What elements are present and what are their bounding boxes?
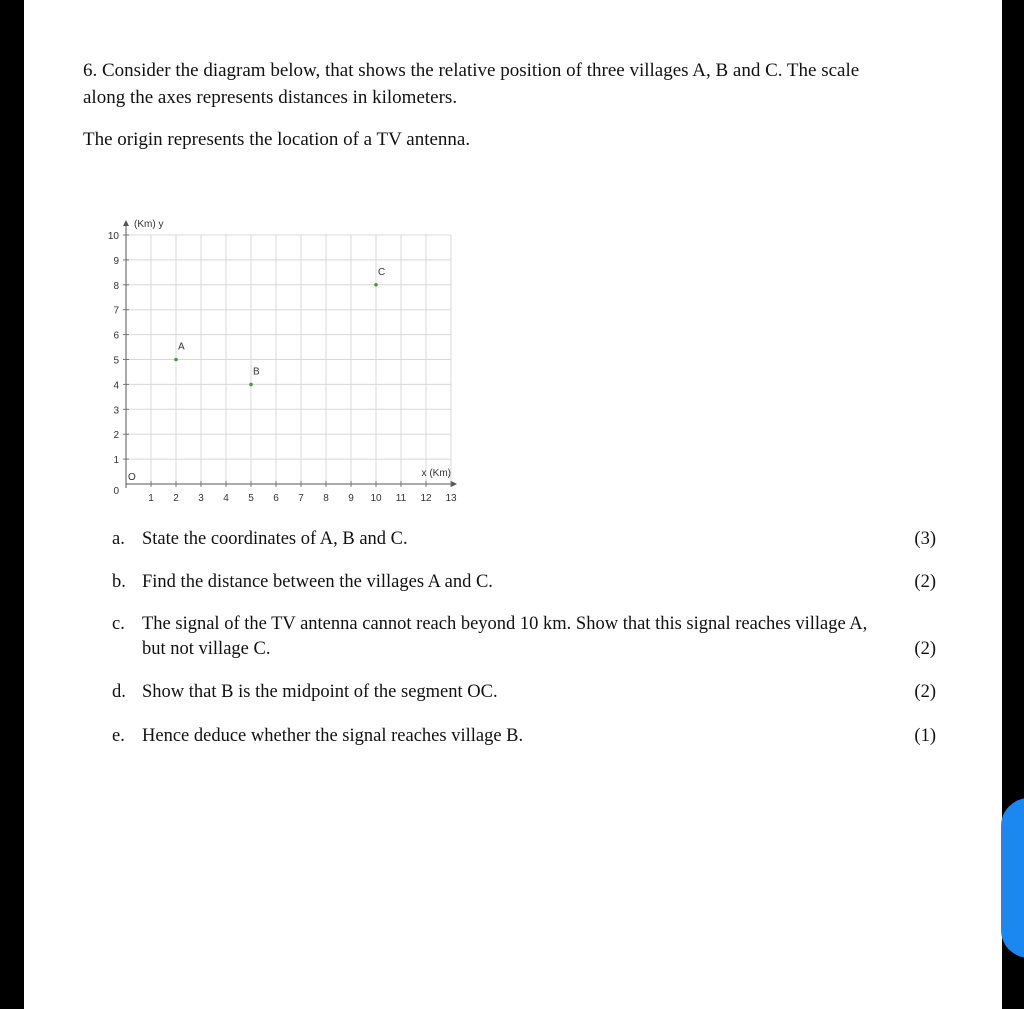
- question-text-line-3: The origin represents the location of a TV antenna.: [83, 129, 471, 150]
- y-tick-label: 6: [113, 330, 119, 342]
- item-a-text: State the coordinates of A, B and C.: [142, 529, 408, 549]
- y-tick-label: 5: [113, 355, 119, 367]
- y-axis-arrow: [123, 220, 129, 226]
- x-tick-label: 8: [323, 493, 329, 504]
- item-e-letter: e.: [112, 726, 125, 746]
- question-text-line-1: 6. Consider the diagram below, that shows the relative position of three villages A, B and C. The scale: [83, 60, 860, 81]
- x-axis-label: x (Km): [421, 468, 451, 479]
- y-tick-label: 1: [113, 455, 119, 467]
- x-tick-label: 7: [298, 493, 304, 504]
- village-a-point: [174, 358, 178, 362]
- item-d-marks: (2): [914, 682, 936, 702]
- y-tick-label: 7: [113, 305, 119, 317]
- item-b-text: Find the distance between the villages A and C.: [142, 572, 493, 592]
- scroll-handle[interactable]: [1001, 798, 1024, 958]
- item-c-letter: c.: [112, 614, 125, 634]
- x-tick-label: 11: [395, 493, 407, 504]
- coordinate-diagram: [92, 205, 492, 515]
- y-axis-label: (Km) y: [134, 219, 164, 230]
- village-b-label: B: [253, 366, 260, 378]
- x-tick-label: 4: [223, 493, 229, 504]
- origin-point-label: O: [128, 472, 136, 483]
- x-tick-label: 1: [148, 493, 154, 504]
- y-tick-label: 9: [113, 255, 119, 267]
- item-d-letter: d.: [112, 682, 126, 702]
- y-tick-label: 3: [113, 405, 119, 417]
- village-b-point: [249, 383, 253, 387]
- tick-labels: [108, 219, 457, 504]
- village-c-point: [374, 283, 378, 287]
- x-tick-label: 9: [348, 493, 354, 504]
- document-page: [24, 0, 1002, 1009]
- x-tick-label: 6: [273, 493, 279, 504]
- item-d-text: Show that B is the midpoint of the segment OC.: [142, 682, 498, 702]
- x-tick-label: 13: [445, 493, 457, 504]
- y-tick-label: 2: [113, 430, 119, 442]
- item-c-text: The signal of the TV antenna cannot reach beyond 10 km. Show that this signal reaches village A,: [142, 614, 868, 634]
- x-tick-label: 3: [198, 493, 204, 504]
- x-tick-label: 5: [248, 493, 254, 504]
- x-tick-label: 12: [420, 493, 432, 504]
- item-b-marks: (2): [914, 572, 936, 592]
- item-c-text-continued: but not village C.: [142, 639, 271, 659]
- y-tick-label: 10: [107, 231, 119, 242]
- item-c-marks: (2): [914, 639, 936, 659]
- question-text-line-2: along the axes represents distances in kilometers.: [83, 87, 458, 108]
- x-tick-label: 10: [370, 493, 382, 504]
- village-c-label: C: [378, 266, 386, 278]
- item-a-marks: (3): [914, 529, 936, 549]
- x-axis-arrow: [451, 481, 457, 487]
- item-a-letter: a.: [112, 529, 125, 549]
- y-tick-label: 4: [113, 380, 119, 392]
- village-a-label: A: [178, 341, 185, 353]
- x-tick-label: 2: [173, 493, 179, 504]
- item-e-marks: (1): [914, 726, 936, 746]
- item-b-letter: b.: [112, 572, 126, 592]
- y-tick-label: 8: [113, 280, 119, 292]
- item-e-text: Hence deduce whether the signal reaches village B.: [142, 726, 524, 746]
- origin-label: 0: [113, 486, 119, 497]
